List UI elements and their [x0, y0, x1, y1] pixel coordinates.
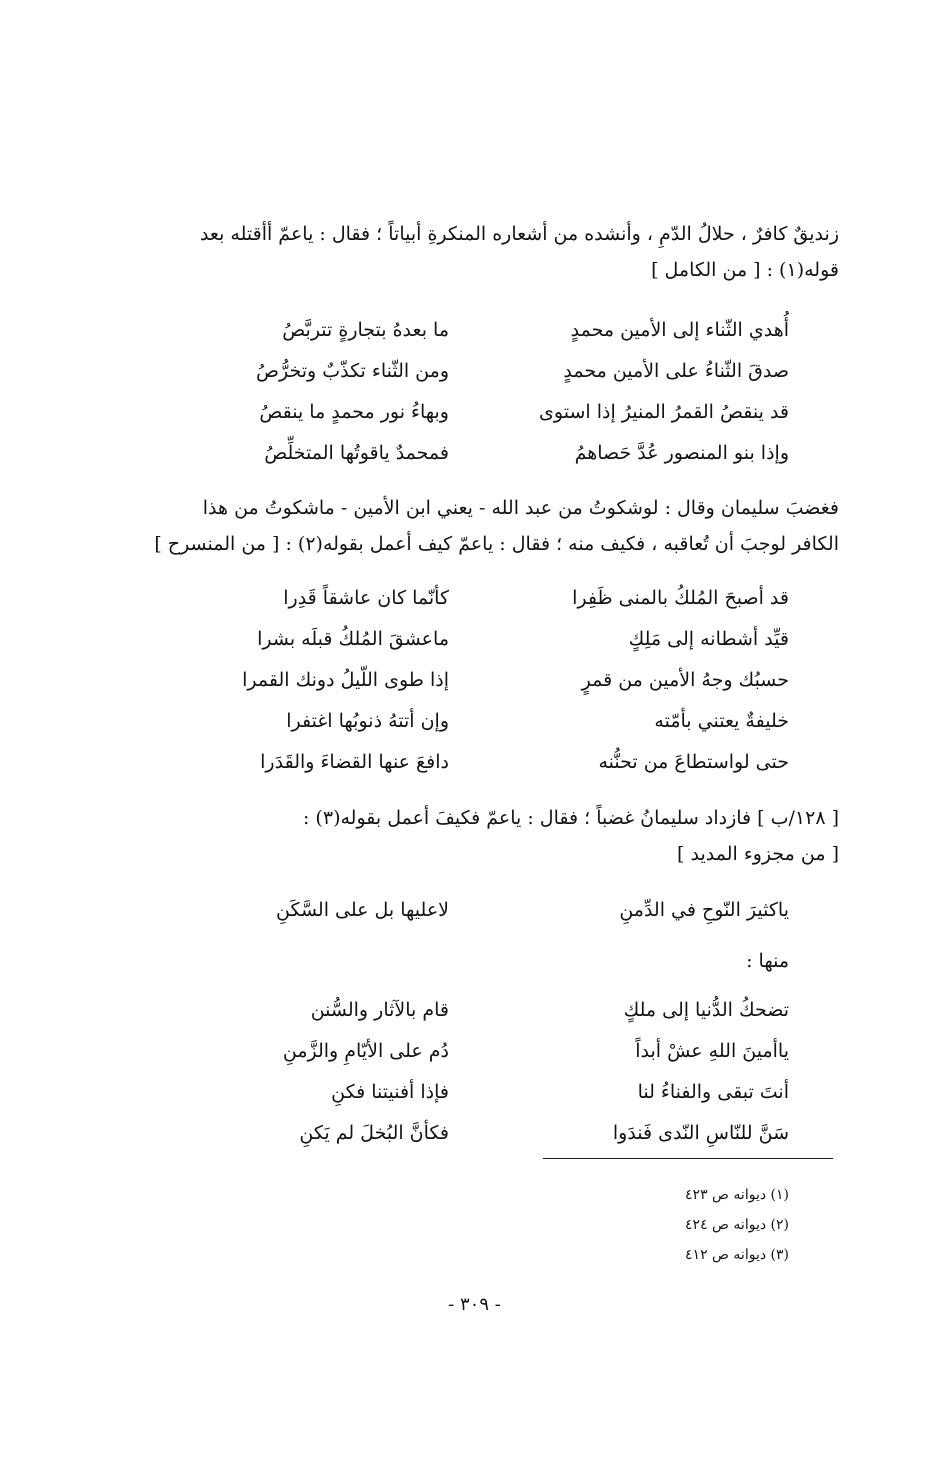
footnotes: [685, 1180, 789, 1270]
hemistich-first: قد أصبحَ المُلكُ بالمنى ظَفِرا: [572, 587, 789, 609]
verse: [169, 890, 789, 931]
verse: [169, 310, 789, 351]
verse: [169, 578, 789, 619]
verse: [169, 351, 789, 392]
footnote-divider: [543, 1158, 833, 1159]
footnote: (١) ديوانه ص ٤٢٣: [685, 1187, 789, 1203]
verse: [169, 1072, 789, 1113]
verse: [169, 742, 789, 783]
text-line: فغضبَ سليمان وقال : لوشكوتُ من عبد الله - يعني ابن الأمين - ماشكوتُ من هذا: [202, 497, 839, 519]
poem-kamil: [169, 310, 789, 474]
verse: [169, 660, 789, 701]
hemistich-first: أُهدي الثّناء إلى الأمين محمدٍ: [570, 319, 789, 341]
verse: [169, 392, 789, 433]
verse: [169, 1031, 789, 1072]
paragraph-anger: [149, 800, 839, 872]
verse: [169, 1113, 789, 1154]
hemistich-first: تضحكُ الدُّنيا إلى ملكٍ: [623, 999, 789, 1021]
verse: [169, 619, 789, 660]
hemistich-first: صدقَ الثّناءُ على الأمين محمدٍ: [563, 360, 789, 382]
hemistich-second: ما بعدهُ بتجارةٍ تتربَّصُ: [282, 319, 449, 341]
text-line: زنديقٌ كافرٌ ، حلالُ الدّمِ ، وأنشده من أشعاره المنكرةِ أبياتاً ؛ فقال : ياعمّ أأقتله بعد: [199, 223, 839, 245]
hemistich-second: ومن الثّناء تكذّبٌ وتخرُّصُ: [255, 360, 449, 382]
hemistich-second: وبهاءُ نور محمدٍ ما ينقصُ: [259, 401, 449, 423]
paragraph-intro: [149, 216, 839, 288]
hemistich-first: سَنَّ للنّاسِ النّدى فَندَوا: [612, 1122, 789, 1144]
hemistich-second: دُم على الأيّامِ والزَّمنِ: [282, 1040, 449, 1062]
text-line: قوله(١) : [ من الكامل ]: [651, 259, 839, 281]
hemistich-second: فإذا أفنيتنا فكنِ: [331, 1081, 449, 1103]
hemistich-first: أنتَ تبقى والفناءُ لنا: [637, 1081, 789, 1103]
text-line: الكافر لوجبَ أن تُعاقبه ، فكيف منه ؛ فقال : ياعمّ كيف أعمل بقوله(٢) : [ من المنسرح ]: [154, 533, 839, 555]
verse: [169, 433, 789, 474]
hemistich-first: قد ينقصُ القمرُ المنيرُ إذا استوى: [539, 401, 789, 423]
page-number: - ٣٠٩ -: [448, 1294, 501, 1315]
hemistich-second: وإن أتتهُ ذنوبُها اغتفرا: [286, 710, 449, 732]
verse: [169, 701, 789, 742]
hemistich-first: قيِّد أشطانه إلى مَلِكٍ: [628, 628, 789, 650]
hemistich-second: قام بالآثار والسُّنن: [310, 999, 449, 1021]
hemistich-first: حتى لواستطاعَ من تحنُّنه: [598, 751, 789, 773]
hemistich-second: إذا طوى اللّيلُ دونك القمرا: [242, 669, 449, 691]
text-line: [ من مجزوء المديد ]: [677, 843, 839, 865]
paragraph-sulayman: [149, 490, 839, 562]
hemistich-second: فمحمدٌ ياقوتُها المتخلِّصُ: [264, 442, 449, 464]
text-line: [ ١٢٨/ب ] فازداد سليمانُ غضباً ؛ فقال : ياعمّ فكيفَ أعمل بقوله(٣) :: [302, 807, 839, 829]
hemistich-first: وإذا بنو المنصور عُدَّ حَصاهمُ: [574, 442, 789, 464]
poem-excerpt: [169, 990, 789, 1154]
footnote: (٢) ديوانه ص ٤٢٤: [685, 1217, 789, 1233]
hemistich-second: ماعشقَ المُلكُ قبلَه بشرا: [257, 628, 449, 650]
hemistich-first: ياأمينَ اللهِ عشْ أبداً: [635, 1040, 789, 1062]
excerpt-label: منها :: [746, 950, 789, 972]
poem-munsarih: [169, 578, 789, 783]
hemistich-second: كأنّما كان عاشقاً قَدِرا: [283, 587, 449, 609]
hemistich-first: خليفةٌ يعتني بأمّته: [654, 710, 789, 732]
hemistich-second: لاعليها بل على السَّكَنِ: [276, 899, 449, 921]
hemistich-second: دافعَ عنها القضاءَ والقَدَرا: [260, 751, 449, 773]
hemistich-first: حسبُك وجهُ الأمين من قمرٍ: [581, 669, 789, 691]
poem-madid: [169, 890, 789, 931]
footnote: (٣) ديوانه ص ٤١٢: [685, 1247, 789, 1263]
verse: [169, 990, 789, 1031]
hemistich-first: ياكثيرَ النّوحِ في الدِّمنِ: [619, 899, 789, 921]
hemistich-second: فكأنَّ البُخلَ لم يَكنِ: [299, 1122, 449, 1144]
